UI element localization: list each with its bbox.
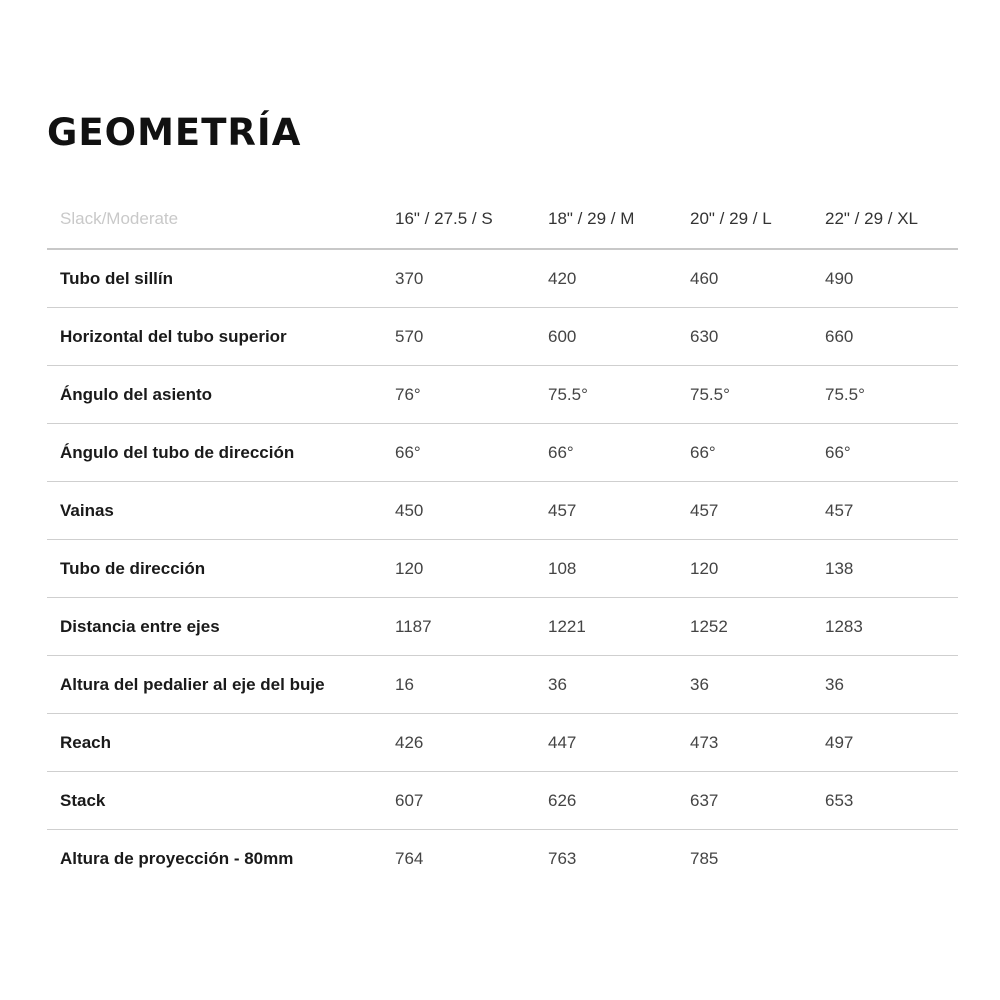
- table-cell: 120: [690, 540, 825, 598]
- table-cell: 75.5°: [690, 366, 825, 424]
- table-row: [47, 772, 958, 830]
- row-label: Vainas: [47, 482, 395, 540]
- table-cell: 426: [395, 714, 548, 772]
- table-cell: 370: [395, 249, 548, 308]
- table-cell: 626: [548, 772, 690, 830]
- table-row: [47, 249, 958, 308]
- header-size-xl: 22" / 29 / XL: [825, 190, 958, 249]
- table-cell: 570: [395, 308, 548, 366]
- page-title: GEOMETRÍA: [47, 111, 302, 154]
- table-row: [47, 424, 958, 482]
- table-cell: 420: [548, 249, 690, 308]
- table-cell: 75.5°: [825, 366, 958, 424]
- table-cell: 653: [825, 772, 958, 830]
- table-cell: 66°: [548, 424, 690, 482]
- table-cell: 16: [395, 656, 548, 714]
- table-cell: 120: [395, 540, 548, 598]
- row-label: Altura de proyección - 80mm: [60, 848, 294, 868]
- header-size-s: 16" / 27.5 / S: [395, 190, 548, 249]
- table-cell: 764: [395, 848, 424, 868]
- table-row: [47, 598, 958, 656]
- table-cell: 785: [690, 848, 719, 868]
- table-cell: 607: [395, 772, 548, 830]
- row-label: Reach: [47, 714, 395, 772]
- row-label: Distancia entre ejes: [47, 598, 395, 656]
- row-label: Ángulo del tubo de dirección: [47, 424, 395, 482]
- table-cell: 36: [825, 656, 958, 714]
- table-cell: 138: [825, 540, 958, 598]
- table-cell: [825, 830, 958, 888]
- table-row: [47, 540, 958, 598]
- table-cell: 490: [825, 249, 958, 308]
- table-row: [47, 714, 958, 772]
- table-cell: 1221: [548, 598, 690, 656]
- table-cell: 763: [548, 848, 577, 868]
- table-cell: 447: [548, 714, 690, 772]
- table-row: [47, 482, 958, 540]
- table-cell: 630: [690, 308, 825, 366]
- table-row: [47, 308, 958, 366]
- table-cell: 36: [548, 656, 690, 714]
- table-cell: 76°: [395, 366, 548, 424]
- table-cell: 457: [825, 482, 958, 540]
- table-row: [47, 830, 958, 888]
- table-cell: 75.5°: [548, 366, 690, 424]
- header-size-l: 20" / 29 / L: [690, 190, 825, 249]
- table-cell: 497: [825, 714, 958, 772]
- table-cell: 600: [548, 308, 690, 366]
- table-cell: 457: [548, 482, 690, 540]
- header-geometry-type: Slack/Moderate: [47, 190, 395, 249]
- table-cell: 36: [690, 656, 825, 714]
- table-cell: 660: [825, 308, 958, 366]
- header-size-m: 18" / 29 / M: [548, 190, 690, 249]
- table-cell: 66°: [690, 424, 825, 482]
- table-row: [47, 366, 958, 424]
- table-cell: 1283: [825, 598, 958, 656]
- table-cell: 66°: [395, 424, 548, 482]
- row-label: Tubo de dirección: [47, 540, 395, 598]
- table-cell: 66°: [825, 424, 958, 482]
- row-label: Ángulo del asiento: [47, 366, 395, 424]
- geometry-table: [47, 190, 958, 887]
- table-cell: 473: [690, 714, 825, 772]
- row-label: Stack: [47, 772, 395, 830]
- table-cell: 450: [395, 482, 548, 540]
- table-cell: 108: [548, 540, 690, 598]
- table-cell: 1252: [690, 598, 825, 656]
- table-header-row: [47, 190, 958, 249]
- table-cell: 637: [690, 772, 825, 830]
- table-row: [47, 656, 958, 714]
- table-cell: 457: [690, 482, 825, 540]
- row-label: Altura del pedalier al eje del buje: [47, 656, 395, 714]
- table-cell: 460: [690, 249, 825, 308]
- row-label: Horizontal del tubo superior: [47, 308, 395, 366]
- table-cell: 1187: [395, 598, 548, 656]
- row-label: Tubo del sillín: [47, 249, 395, 308]
